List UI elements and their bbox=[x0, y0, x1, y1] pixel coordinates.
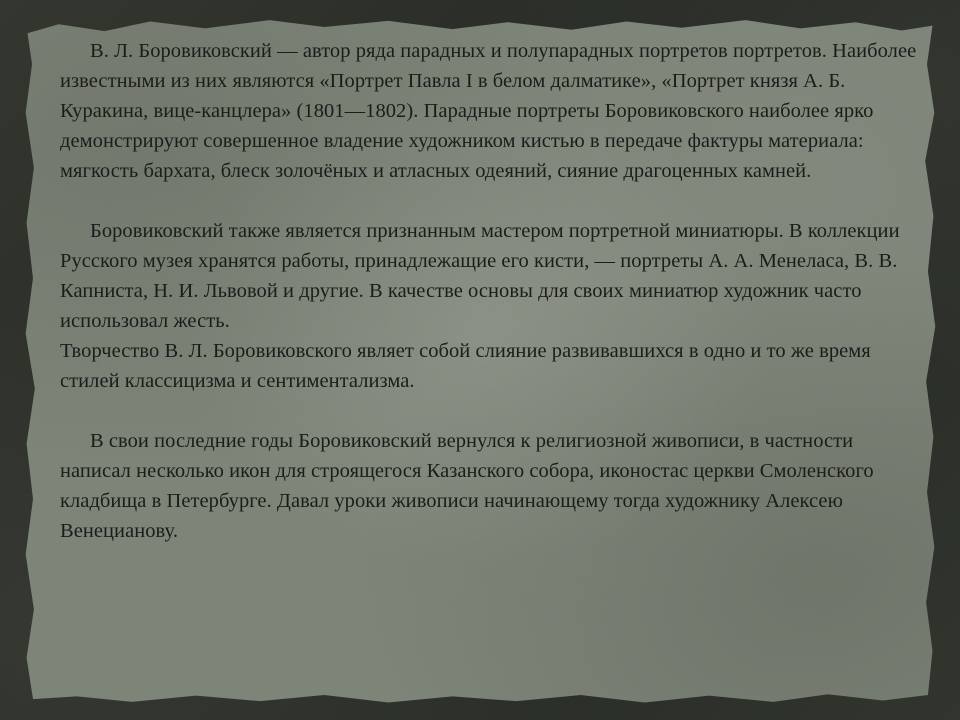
paragraph-2: Боровиковский также является признанным мастером портретной миниатюры. В коллекции Русского музея хранятся работы, принадлежащие его кисти, — портреты А. А. Менеласа, В. В. Капниста, Н. И. Львовой и другие. В качестве основы для своих миниатюр художник часто использовал жесть. bbox=[60, 220, 900, 332]
paragraph-3: Творчество В. Л. Боровиковского являет собой слияние развивавшихся в одно и то же время стилей классицизма и сентиментализма. bbox=[60, 340, 871, 392]
paragraph-1: В. Л. Боровиковский — автор ряда парадных и полупарадных портретов портретов. Наиболее известными из них являются «Портрет Павла I в белом далматике», «Портрет князя А. Б. Куракина, вице-канцлера» (1801—1802). Парадные портреты Боровиковского наиболее ярко демонстрируют совершенное владение художником кистью в передаче фактуры материала: мягкость бархата, блеск золочёных и атласных одеяний, сияние драгоценных камней. bbox=[60, 40, 917, 182]
paragraph-4: В свои последние годы Боровиковский вернулся к религиозной живописи, в частности написал несколько икон для строящегося Казанского собора, иконостас церкви Смоленского кладбища в Петербурге. Давал уроки живописи начинающему тогда художнику Алексею Венецианову. bbox=[60, 430, 874, 542]
slide-body-text bbox=[60, 36, 922, 546]
